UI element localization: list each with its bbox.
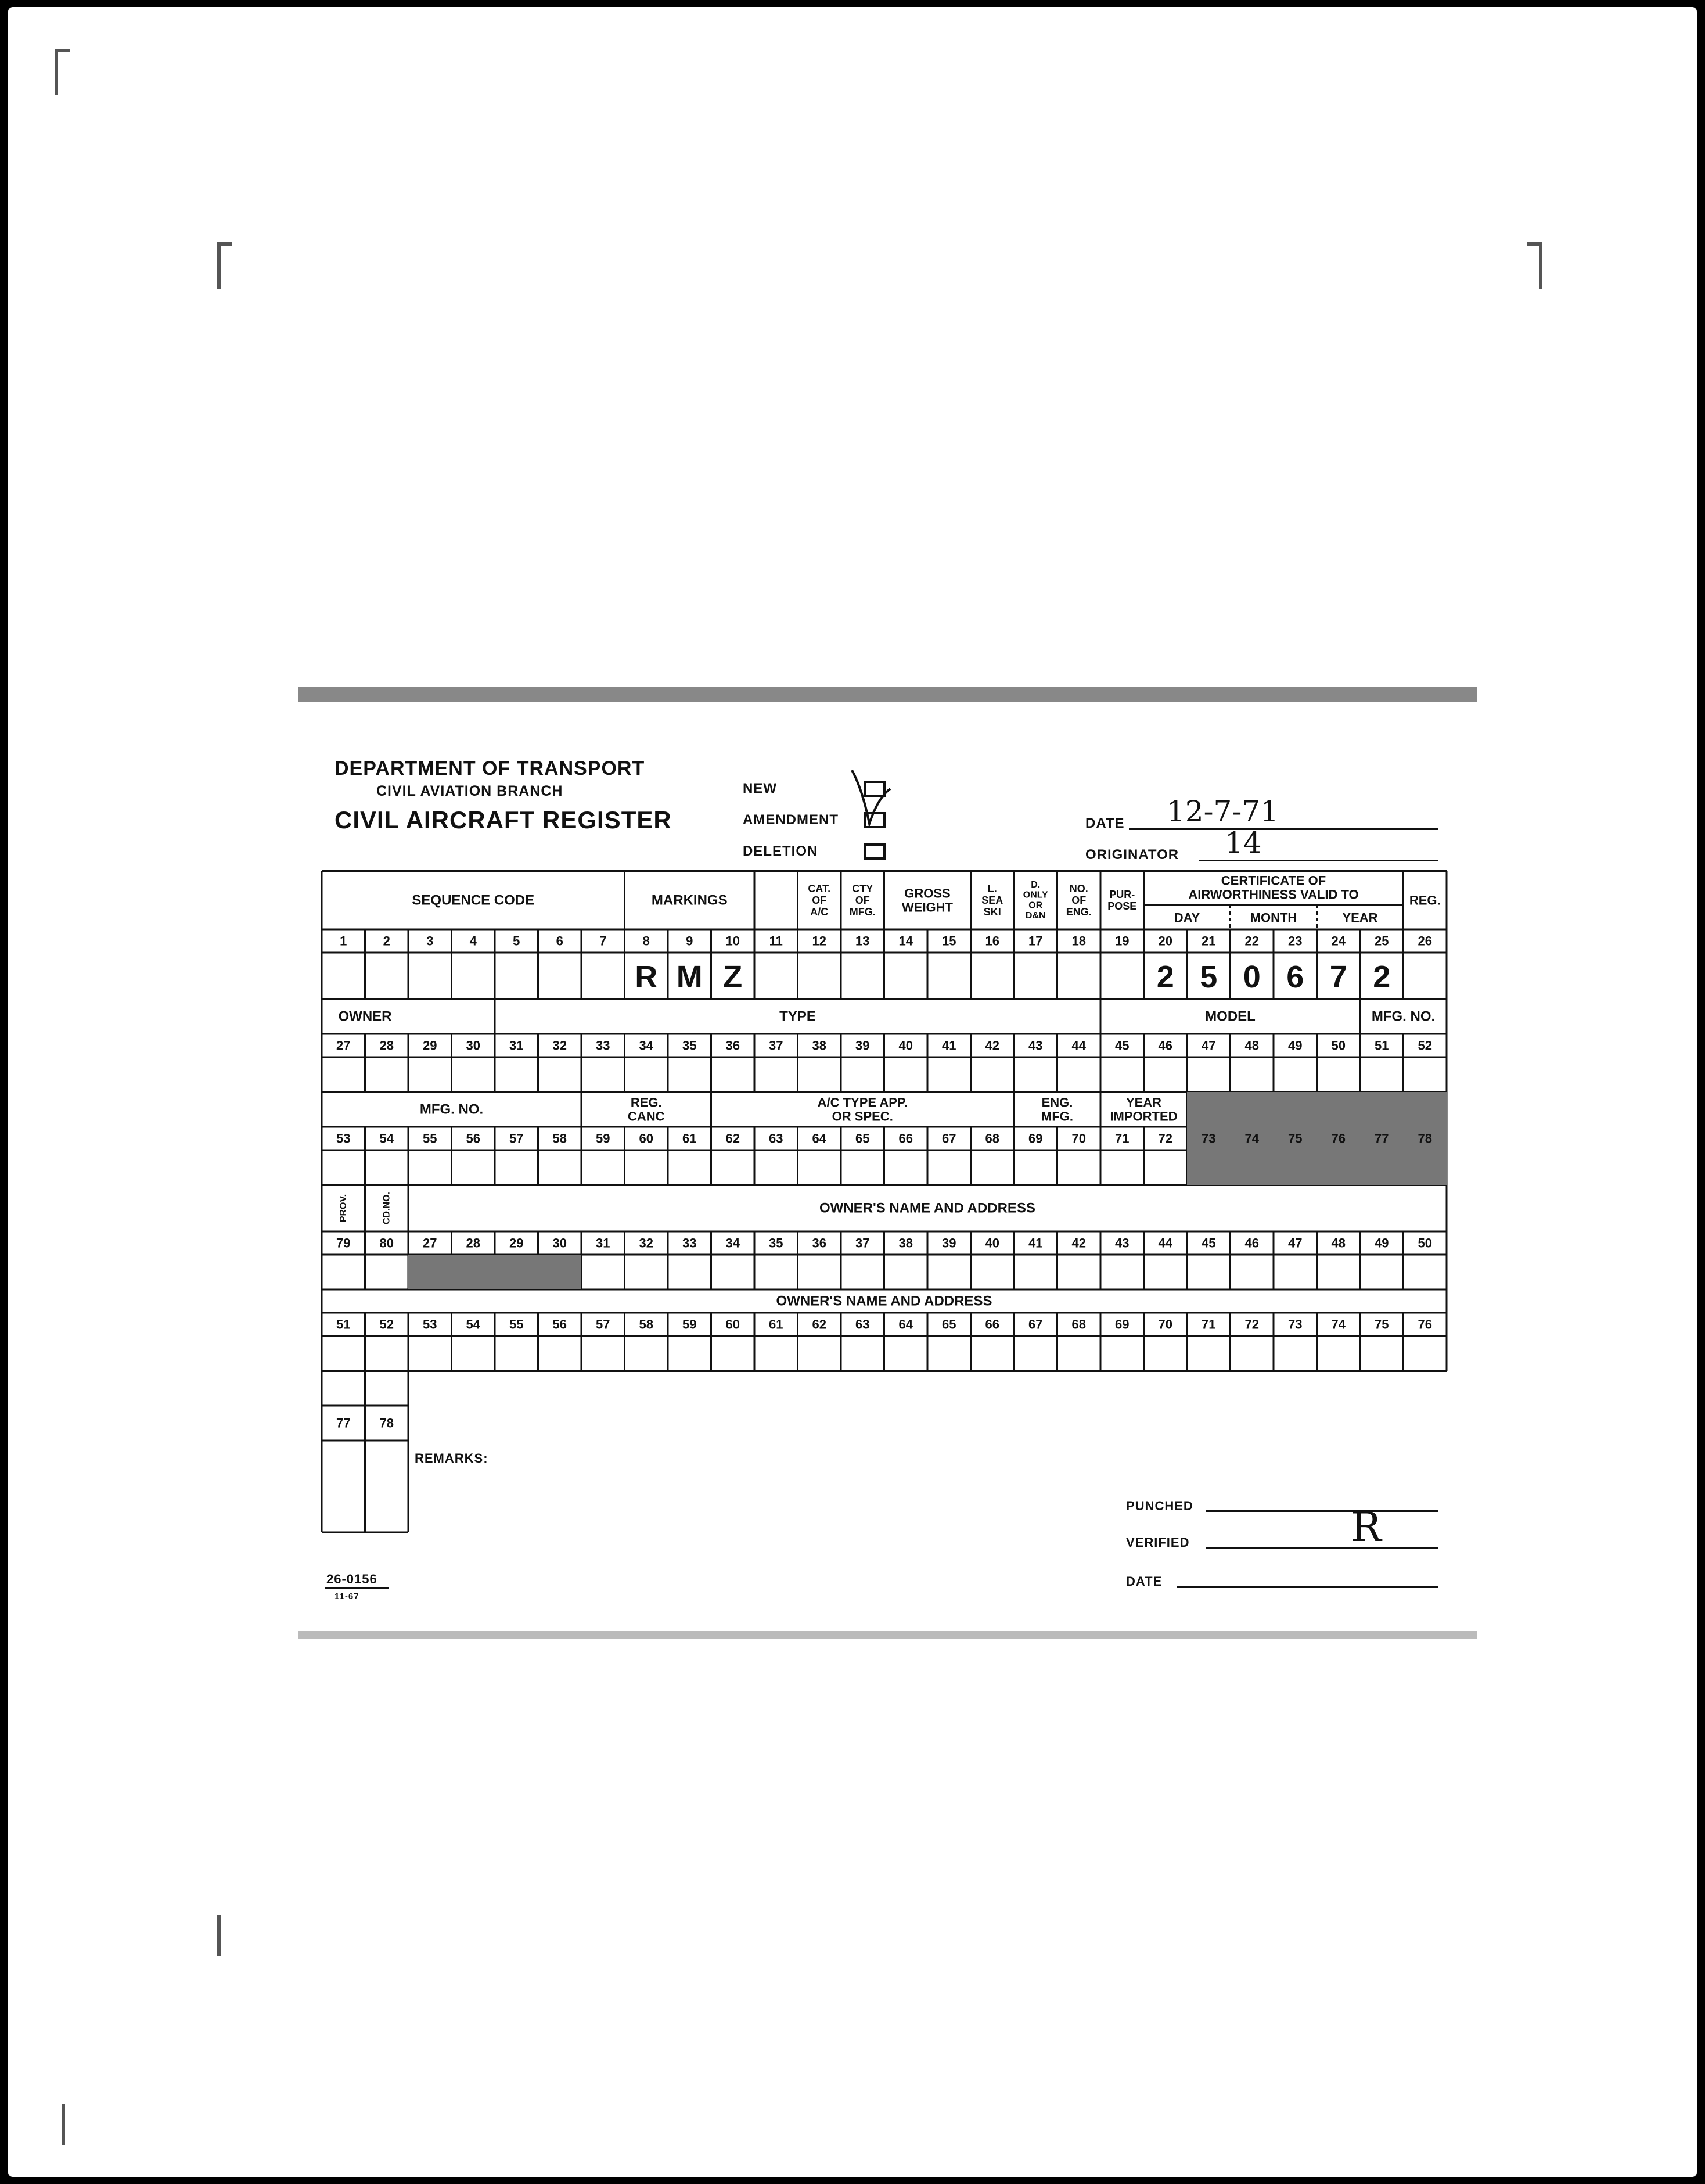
column-number: 57 xyxy=(509,1131,524,1146)
column-number: 49 xyxy=(1288,1038,1303,1053)
column-number: 22 xyxy=(1244,933,1259,949)
branch-title: CIVIL AVIATION BRANCH xyxy=(376,783,563,799)
column-number: 55 xyxy=(509,1317,524,1332)
column-number: 41 xyxy=(942,1038,956,1053)
day-header: DAY xyxy=(1174,910,1200,925)
owner-header: OWNER xyxy=(338,1008,392,1025)
column-number: 59 xyxy=(596,1131,610,1146)
year-header: YEAR xyxy=(1342,910,1378,925)
column-number: 49 xyxy=(1375,1235,1389,1251)
model-header: MODEL xyxy=(1205,1008,1256,1025)
column-number: 62 xyxy=(812,1317,826,1332)
column-number: 10 xyxy=(725,933,740,949)
column-number: 57 xyxy=(596,1317,610,1332)
column-number: 69 xyxy=(1115,1317,1130,1332)
certificate-header: AIRWORTHINESS VALID TO xyxy=(1188,887,1359,902)
lsea-header: L. xyxy=(987,883,997,895)
column-number: 7 xyxy=(599,933,607,949)
column-number: 17 xyxy=(1028,933,1043,949)
crop-mark xyxy=(62,2104,77,2145)
column-number: 63 xyxy=(769,1131,783,1146)
column-number: 75 xyxy=(1288,1131,1303,1146)
cd-no-header: CD.NO. xyxy=(382,1192,392,1224)
column-number: 56 xyxy=(466,1131,480,1146)
date-label: DATE xyxy=(1085,816,1125,831)
ac-type-header: OR SPEC. xyxy=(832,1109,893,1124)
column-number: 59 xyxy=(682,1317,697,1332)
crop-mark xyxy=(55,49,70,95)
column-number: 30 xyxy=(552,1235,567,1251)
column-number: 61 xyxy=(769,1317,783,1332)
column-number: 27 xyxy=(423,1235,437,1251)
column-number: 46 xyxy=(1244,1235,1259,1251)
handwritten-entry: M xyxy=(676,960,703,994)
mfg-no-header: MFG. NO. xyxy=(1371,1008,1436,1025)
cat-header: OF xyxy=(812,895,827,906)
column-number: 52 xyxy=(379,1317,394,1332)
column-number: 43 xyxy=(1028,1038,1043,1053)
column-number: 45 xyxy=(1115,1038,1130,1053)
column-number: 6 xyxy=(556,933,563,949)
column-number: 23 xyxy=(1288,933,1303,949)
form-number-underline xyxy=(325,1587,389,1589)
form-number: 26-0156 xyxy=(326,1572,377,1586)
column-number: 33 xyxy=(596,1038,610,1053)
column-number: 67 xyxy=(1028,1317,1043,1332)
originator-label: ORIGINATOR xyxy=(1085,847,1179,863)
column-number: 25 xyxy=(1375,933,1389,949)
register-title: CIVIL AIRCRAFT REGISTER xyxy=(334,806,672,834)
column-number: 47 xyxy=(1202,1038,1216,1053)
column-number: 56 xyxy=(552,1317,567,1332)
purpose-header: PUR- xyxy=(1109,889,1135,901)
column-number: 5 xyxy=(513,933,520,949)
handwritten-entry: 7 xyxy=(1329,960,1347,994)
column-number: 9 xyxy=(686,933,693,949)
no-eng-header: NO. xyxy=(1069,883,1088,895)
column-number: 24 xyxy=(1331,933,1346,949)
markings-header: MARKINGS xyxy=(651,892,728,908)
verified-value: R xyxy=(1351,1503,1382,1551)
column-number: 44 xyxy=(1158,1235,1172,1251)
eng-mfg-header: MFG. xyxy=(1041,1109,1073,1124)
no-eng-header: ENG. xyxy=(1066,906,1092,918)
shaded-block xyxy=(1187,1092,1447,1185)
column-number: 65 xyxy=(942,1317,956,1332)
column-number: 50 xyxy=(1331,1038,1346,1053)
crop-mark xyxy=(217,242,232,289)
column-number: 64 xyxy=(812,1131,826,1146)
column-number: 78 xyxy=(379,1416,394,1431)
gross-weight-header: WEIGHT xyxy=(902,900,953,915)
cty-header: CTY xyxy=(852,883,873,895)
column-number: 11 xyxy=(769,933,783,949)
column-number: 70 xyxy=(1158,1317,1172,1332)
column-number: 26 xyxy=(1418,933,1432,949)
column-number: 76 xyxy=(1331,1131,1346,1146)
column-number: 18 xyxy=(1071,933,1086,949)
sequence-code-header: SEQUENCE CODE xyxy=(412,892,535,908)
column-number: 66 xyxy=(985,1317,999,1332)
column-number: 40 xyxy=(898,1038,913,1053)
column-number: 21 xyxy=(1202,933,1216,949)
mfg-no-header: MFG. NO. xyxy=(419,1101,484,1118)
column-number: 72 xyxy=(1244,1317,1259,1332)
option-amendment-label: AMENDMENT xyxy=(743,812,839,828)
handwritten-entry: R xyxy=(635,960,658,994)
cty-header: MFG. xyxy=(849,906,876,918)
column-number: 70 xyxy=(1071,1131,1086,1146)
column-number: 19 xyxy=(1115,933,1130,949)
column-number: 67 xyxy=(942,1131,956,1146)
originator-value: 14 xyxy=(1225,826,1262,860)
column-number: 58 xyxy=(639,1317,653,1332)
column-number: 63 xyxy=(855,1317,870,1332)
handwritten-entry: 2 xyxy=(1156,960,1174,994)
column-number: 43 xyxy=(1115,1235,1130,1251)
column-number: 41 xyxy=(1028,1235,1043,1251)
column-number: 14 xyxy=(898,933,913,949)
column-number: 72 xyxy=(1158,1131,1172,1146)
cat-header: A/C xyxy=(810,906,829,918)
column-number: 39 xyxy=(855,1038,870,1053)
donly-header: ONLY xyxy=(1023,890,1048,900)
handwritten-entry: 2 xyxy=(1373,960,1391,994)
option-deletion-label: DELETION xyxy=(743,843,818,859)
photo-sheet xyxy=(8,7,1697,2177)
column-number: 31 xyxy=(509,1038,524,1053)
column-number: 28 xyxy=(379,1038,394,1053)
column-number: 75 xyxy=(1375,1317,1389,1332)
column-number: 46 xyxy=(1158,1038,1172,1053)
column-number: 34 xyxy=(639,1038,653,1053)
column-number: 35 xyxy=(682,1038,697,1053)
column-number: 34 xyxy=(725,1235,740,1251)
column-number: 79 xyxy=(336,1235,351,1251)
shaded-block xyxy=(408,1255,581,1289)
verified-label: VERIFIED xyxy=(1126,1535,1190,1550)
column-number: 76 xyxy=(1418,1317,1432,1332)
column-number: 52 xyxy=(1418,1038,1432,1053)
column-number: 77 xyxy=(1375,1131,1389,1146)
column-number: 51 xyxy=(336,1317,351,1332)
column-number: 60 xyxy=(725,1317,740,1332)
column-number: 50 xyxy=(1418,1235,1432,1251)
column-number: 32 xyxy=(552,1038,567,1053)
column-number: 16 xyxy=(985,933,999,949)
option-new-label: NEW xyxy=(743,781,777,796)
reg-canc-header: CANC xyxy=(627,1109,665,1124)
column-number: 45 xyxy=(1202,1235,1216,1251)
column-number: 62 xyxy=(725,1131,740,1146)
column-number: 13 xyxy=(855,933,870,949)
column-number: 68 xyxy=(985,1131,999,1146)
column-number: 31 xyxy=(596,1235,610,1251)
column-number: 66 xyxy=(898,1131,913,1146)
column-number: 33 xyxy=(682,1235,697,1251)
gross-weight-header: GROSS xyxy=(904,886,951,901)
form-date: 11-67 xyxy=(334,1592,359,1601)
punched-line xyxy=(1206,1510,1438,1512)
column-number: 54 xyxy=(379,1131,394,1146)
column-number: 42 xyxy=(1071,1235,1086,1251)
column-number: 36 xyxy=(725,1038,740,1053)
column-number: 44 xyxy=(1071,1038,1086,1053)
column-number: 74 xyxy=(1331,1317,1346,1332)
column-number: 29 xyxy=(509,1235,524,1251)
handwritten-entry: 6 xyxy=(1286,960,1304,994)
cty-header: OF xyxy=(855,895,870,906)
column-number: 48 xyxy=(1331,1235,1346,1251)
column-number: 36 xyxy=(812,1235,826,1251)
certificate-header: CERTIFICATE OF xyxy=(1221,873,1326,888)
owners-name-header: OWNER'S NAME AND ADDRESS xyxy=(776,1293,992,1309)
year-imported-header: IMPORTED xyxy=(1110,1109,1178,1124)
type-header: TYPE xyxy=(779,1008,816,1025)
cat-header: CAT. xyxy=(808,883,831,895)
donly-header: OR xyxy=(1028,900,1043,911)
no-eng-header: OF xyxy=(1071,895,1087,906)
column-number: 71 xyxy=(1115,1131,1130,1146)
column-number: 38 xyxy=(812,1038,826,1053)
column-number: 2 xyxy=(383,933,390,949)
column-number: 58 xyxy=(552,1131,567,1146)
ac-type-header: A/C TYPE APP. xyxy=(817,1095,908,1110)
column-number: 55 xyxy=(423,1131,437,1146)
column-number: 48 xyxy=(1244,1038,1259,1053)
column-number: 12 xyxy=(812,933,826,949)
column-number: 51 xyxy=(1375,1038,1389,1053)
column-number: 54 xyxy=(466,1317,480,1332)
remarks-label: REMARKS: xyxy=(415,1451,488,1465)
donly-header: D. xyxy=(1031,880,1041,890)
column-number: 32 xyxy=(639,1235,653,1251)
column-number: 53 xyxy=(336,1131,351,1146)
crop-mark xyxy=(217,1915,232,1956)
column-number: 73 xyxy=(1202,1131,1216,1146)
department-title: DEPARTMENT OF TRANSPORT xyxy=(334,757,645,780)
column-number: 15 xyxy=(942,933,956,949)
lsea-header: SKI xyxy=(983,906,1001,918)
column-number: 42 xyxy=(985,1038,999,1053)
column-number: 78 xyxy=(1418,1131,1432,1146)
column-number: 71 xyxy=(1202,1317,1216,1332)
date-footer-label: DATE xyxy=(1126,1574,1163,1589)
column-number: 4 xyxy=(469,933,477,949)
column-number: 80 xyxy=(379,1235,394,1251)
verified-line xyxy=(1206,1547,1438,1549)
column-number: 8 xyxy=(642,933,650,949)
column-number: 29 xyxy=(423,1038,437,1053)
column-number: 37 xyxy=(769,1038,783,1053)
column-number: 53 xyxy=(423,1317,437,1332)
lsea-header: SEA xyxy=(981,895,1003,906)
column-number: 20 xyxy=(1158,933,1172,949)
eng-mfg-header: ENG. xyxy=(1041,1095,1073,1110)
column-number: 68 xyxy=(1071,1317,1086,1332)
handwritten-entry: 0 xyxy=(1243,960,1261,994)
column-number: 28 xyxy=(466,1235,480,1251)
handwritten-entry: Z xyxy=(723,960,743,994)
column-number: 38 xyxy=(898,1235,913,1251)
column-number: 74 xyxy=(1244,1131,1259,1146)
register-card xyxy=(298,687,1477,1639)
purpose-header: POSE xyxy=(1107,900,1137,912)
column-number: 47 xyxy=(1288,1235,1303,1251)
reg-header: REG. xyxy=(1409,893,1441,908)
date-value: 12-7-71 xyxy=(1167,795,1279,828)
column-number: 27 xyxy=(336,1038,351,1053)
column-number: 77 xyxy=(336,1416,351,1431)
prov-header: PROV. xyxy=(338,1194,348,1223)
column-number: 60 xyxy=(639,1131,653,1146)
year-imported-header: YEAR xyxy=(1125,1095,1162,1110)
crop-mark xyxy=(1527,242,1542,289)
column-number: 30 xyxy=(466,1038,480,1053)
column-number: 37 xyxy=(855,1235,870,1251)
column-number: 3 xyxy=(426,933,434,949)
column-number: 69 xyxy=(1028,1131,1043,1146)
column-number: 64 xyxy=(898,1317,913,1332)
column-number: 65 xyxy=(855,1131,870,1146)
column-number: 73 xyxy=(1288,1317,1303,1332)
column-number: 40 xyxy=(985,1235,999,1251)
column-number: 39 xyxy=(942,1235,956,1251)
handwritten-entry: 5 xyxy=(1200,960,1218,994)
column-number: 61 xyxy=(682,1131,697,1146)
column-number: 35 xyxy=(769,1235,783,1251)
owners-name-header: OWNER'S NAME AND ADDRESS xyxy=(819,1200,1035,1216)
column-number: 1 xyxy=(340,933,347,949)
date-footer-line xyxy=(1177,1586,1438,1588)
reg-canc-header: REG. xyxy=(630,1095,662,1110)
month-header: MONTH xyxy=(1250,910,1297,925)
donly-header: D&N xyxy=(1025,910,1046,921)
punched-label: PUNCHED xyxy=(1126,1499,1193,1513)
